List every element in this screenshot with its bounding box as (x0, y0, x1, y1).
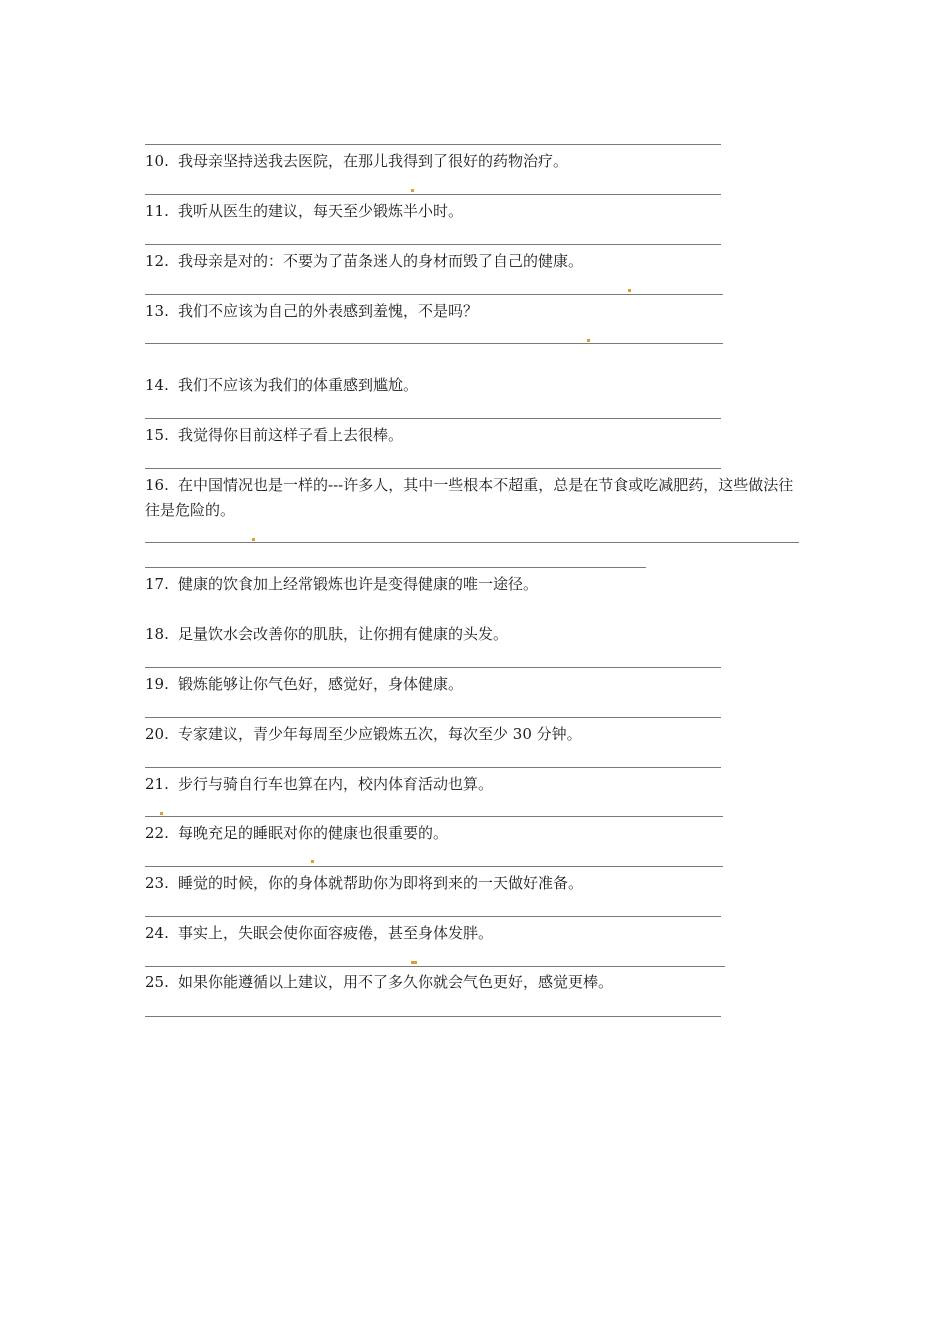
answer-line (145, 966, 725, 967)
item-number: 25. (145, 973, 169, 991)
answer-line (145, 244, 721, 245)
item-text: 我们不应该为我们的体重感到尴尬。 (178, 376, 419, 394)
item-number: 14. (145, 376, 169, 394)
list-item (145, 970, 613, 995)
list-item (145, 149, 568, 174)
item-text: 睡觉的时候，你的身体就帮助你为即将到来的一天做好准备。 (178, 874, 584, 892)
answer-line (145, 667, 721, 668)
answer-line (145, 767, 721, 768)
item-number: 18. (145, 625, 169, 643)
item-text: 足量饮水会改善你的肌肤，让你拥有健康的头发。 (178, 625, 509, 643)
list-item (145, 772, 493, 797)
item-number: 23. (145, 874, 169, 892)
item-text: 我母亲坚持送我去医院，在那儿我得到了很好的药物治疗。 (178, 152, 569, 170)
scan-speck (628, 289, 631, 292)
item-number: 16. (145, 476, 169, 494)
answer-line (145, 816, 723, 817)
list-item (145, 572, 538, 597)
list-item (145, 871, 583, 896)
item-text: 如果你能遵循以上建议，用不了多久你就会气色更好，感觉更棒。 (178, 973, 614, 991)
item-text: 我们不应该为自己的外表感到羞愧，不是吗？ (178, 302, 479, 320)
scan-speck (587, 339, 590, 342)
answer-line (145, 468, 721, 469)
list-item (145, 299, 478, 324)
answer-line (145, 144, 721, 145)
item-text: 健康的饮食加上经常锻炼也许是变得健康的唯一途径。 (178, 575, 539, 593)
item-text: 锻炼能够让你气色好，感觉好，身体健康。 (178, 675, 464, 693)
item-number: 11. (145, 202, 169, 220)
list-item (145, 821, 448, 846)
scan-speck (311, 860, 314, 863)
answer-line (145, 542, 799, 543)
answer-line (145, 916, 721, 917)
answer-line (145, 567, 646, 568)
list-item (145, 722, 582, 747)
item-text: 我觉得你目前这样子看上去很棒。 (178, 426, 404, 444)
item-number: 12. (145, 252, 169, 270)
list-item (145, 473, 805, 523)
answer-line (145, 717, 721, 718)
item-text: 我听从医生的建议，每天至少锻炼半小时。 (178, 202, 464, 220)
list-item (145, 199, 463, 224)
item-text: 我母亲是对的：不要为了苗条迷人的身材而毁了自己的健康。 (178, 252, 584, 270)
item-text: 每晚充足的睡眠对你的健康也很重要的。 (178, 824, 449, 842)
item-number: 13. (145, 302, 169, 320)
answer-line (145, 866, 723, 867)
item-text: 在中国情况也是一样的---许多人，其中一些根本不超重，总是在节食或吃减肥药，这些做法往往是危险的。 (145, 476, 794, 519)
item-number: 24. (145, 924, 169, 942)
item-number: 10. (145, 152, 169, 170)
answer-line (145, 418, 721, 419)
list-item (145, 921, 493, 946)
item-text: 事实上，失眠会使你面容疲倦，甚至身体发胖。 (178, 924, 494, 942)
scan-speck (252, 538, 255, 541)
item-number: 19. (145, 675, 169, 693)
item-number: 21. (145, 775, 169, 793)
item-number: 17. (145, 575, 169, 593)
answer-line (145, 294, 723, 295)
item-number: 15. (145, 426, 169, 444)
list-item (145, 249, 583, 274)
scan-speck (411, 189, 414, 192)
item-text: 专家建议，青少年每周至少应锻炼五次，每次至少 30 分钟。 (178, 725, 582, 743)
scan-speck (411, 961, 417, 964)
scan-speck (160, 812, 163, 815)
item-number: 20. (145, 725, 169, 743)
item-text: 步行与骑自行车也算在内，校内体育活动也算。 (178, 775, 494, 793)
list-item (145, 373, 418, 398)
list-item (145, 672, 463, 697)
list-item (145, 423, 403, 448)
answer-line (145, 343, 723, 344)
list-item (145, 622, 508, 647)
item-number: 22. (145, 824, 169, 842)
answer-line (145, 194, 721, 195)
answer-line (145, 1016, 721, 1017)
